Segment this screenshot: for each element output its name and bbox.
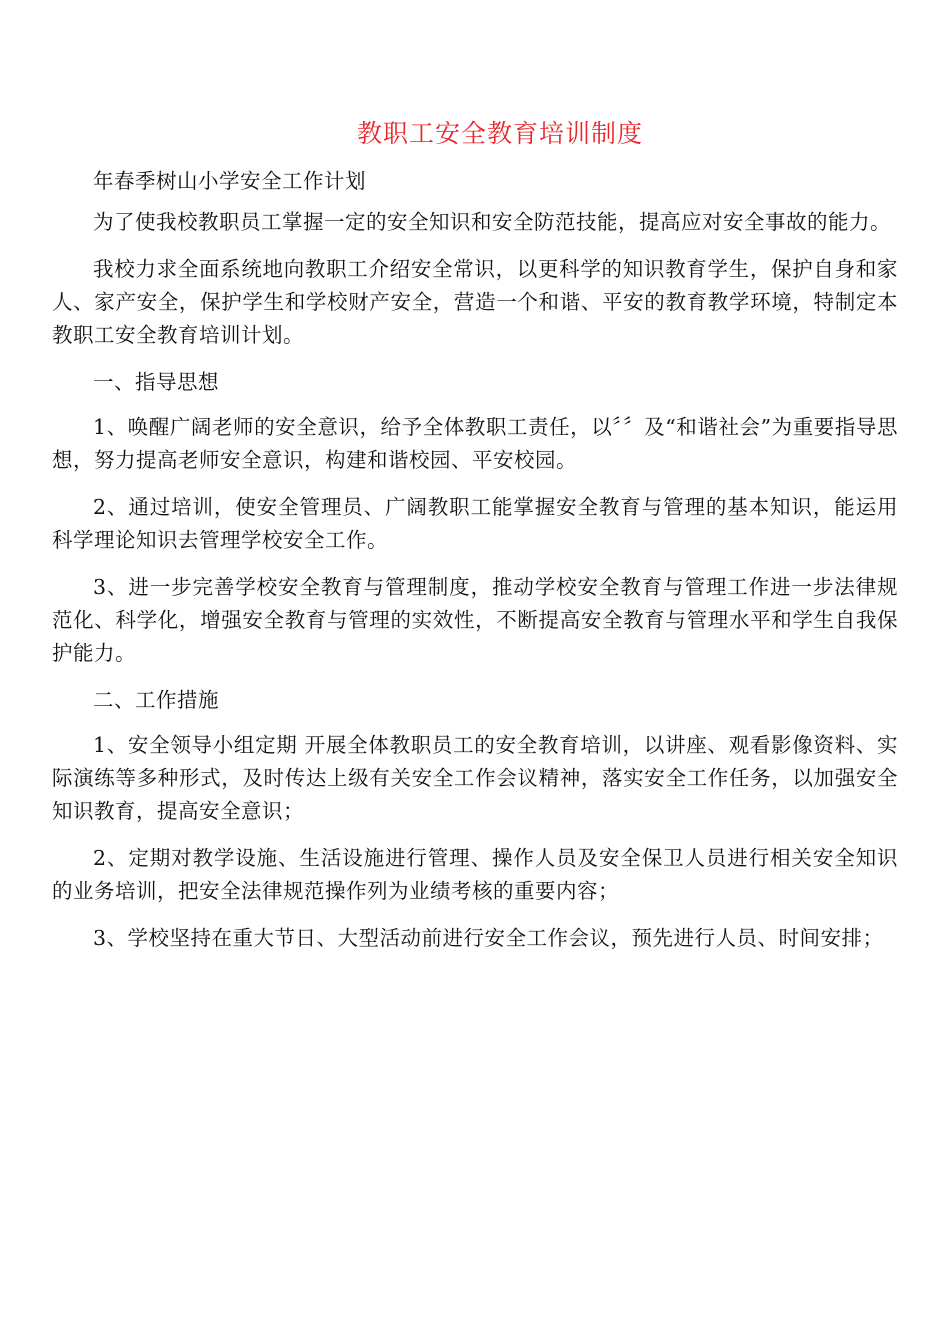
plan-subtitle: 年春季树山小学安全工作计划 [93,169,366,193]
document-body [52,165,898,969]
guiding-item-2: 2、通过培训，使安全管理员、广阔教职工能掌握安全教育与管理的基本知识，能运用科学理论知识去管理学校安全工作。 [52,495,898,552]
purpose-paragraph: 我校力求全面系统地向教职工介绍安全常识，以更科学的知识教育学生，保护自身和家人、家产安全，保护学生和学校财产安全，营造一个和谐、平安的教育教学环境，特制定本教职工安全教育培训计划。 [52,257,898,347]
section-heading-work-measures: 二、工作措施 [93,688,219,712]
measure-item-2: 2、定期对教学设施、生活设施进行管理、操作人员及安全保卫人员进行相关安全知识的业务培训，把安全法律规范操作列为业绩考核的重要内容； [52,846,898,903]
guiding-item-1: 1、唤醒广阔老师的安全意识，给予全体教职工责任，以〞〞及“和谐社会”为重要指导思想，努力提高老师安全意识，构建和谐校园、平安校园。 [52,415,898,472]
measure-item-1: 1、安全领导小组定期 开展全体教职员工的安全教育培训，以讲座、观看影像资料、实际演练等多种形式，及时传达上级有关安全工作会议精神，落实安全工作任务，以加强安全知识教育，提高安全意识； [52,733,898,823]
section-heading-guiding-ideology: 一、指导思想 [93,370,219,394]
intro-paragraph: 为了使我校教职员工掌握一定的安全知识和安全防范技能，提高应对安全事故的能力。 [93,210,891,234]
document-title: 教职工安全教育培训制度 [356,119,643,148]
guiding-item-3: 3、进一步完善学校安全教育与管理制度，推动学校安全教育与管理工作进一步法律规范化、科学化，增强安全教育与管理的实效性，不断提高安全教育与管理水平和学生自我保护能力。 [52,575,898,665]
measure-item-3: 3、学校坚持在重大节日、大型活动前进行安全工作会议，预先进行人员、时间安排； [93,926,884,950]
